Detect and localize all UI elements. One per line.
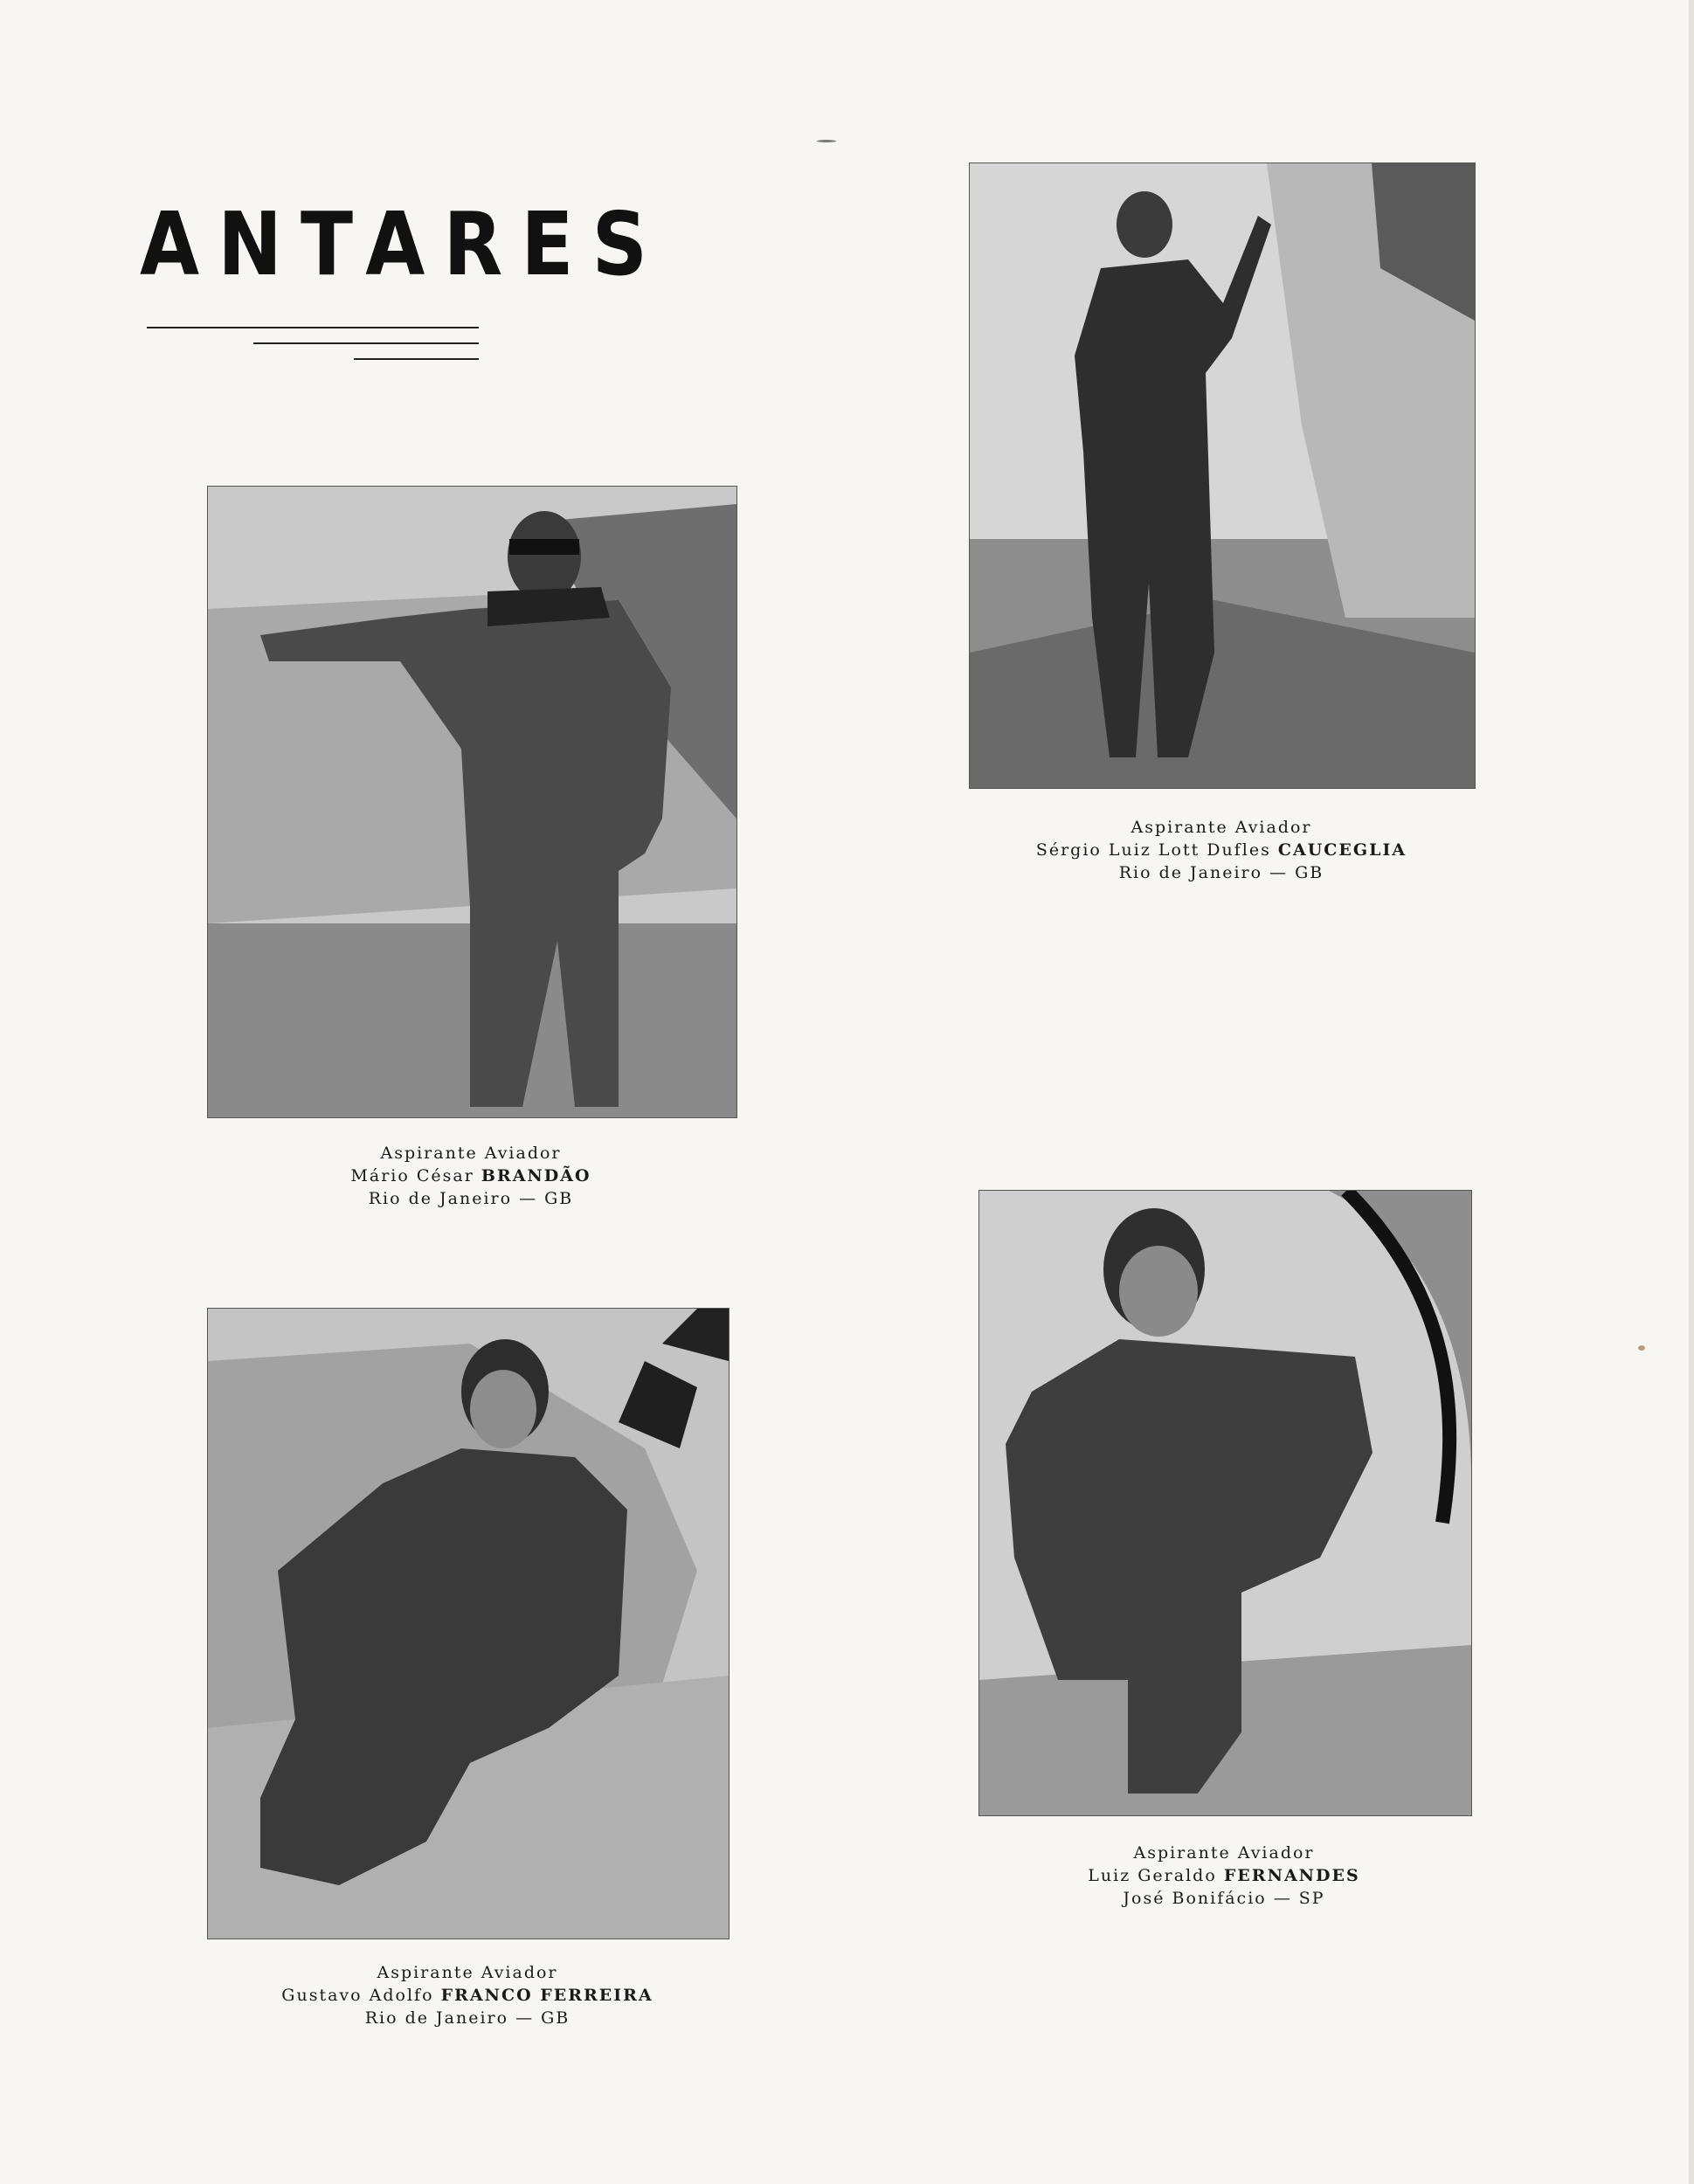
title-rule-2 — [253, 342, 479, 344]
caption-origin: Rio de Janeiro — GB — [1118, 863, 1324, 882]
paper-blemish — [817, 140, 836, 142]
caption-cauceglia — [959, 816, 1483, 884]
caption-origin: Rio de Janeiro — GB — [368, 1189, 574, 1208]
caption-rank: Aspirante Aviador — [377, 1963, 558, 1982]
caption-origin: José Bonifácio — SP — [1123, 1889, 1325, 1908]
caption-rank: Aspirante Aviador — [380, 1144, 562, 1163]
caption-rank: Aspirante Aviador — [1130, 818, 1312, 837]
caption-surname: FRANCO FERREIRA — [440, 1986, 653, 2005]
caption-fernandes — [962, 1842, 1486, 1910]
paper-blemish — [1638, 1345, 1645, 1351]
caption-rank: Aspirante Aviador — [1133, 1843, 1315, 1863]
cadet-photo-brandao — [207, 486, 737, 1118]
title-rule-1 — [147, 327, 479, 328]
caption-first-names: Mário César — [350, 1166, 474, 1185]
caption-origin: Rio de Janeiro — GB — [364, 2008, 570, 2028]
cadet-photo-fernandes — [978, 1190, 1472, 1816]
caption-name-line — [962, 1864, 1486, 1887]
caption-surname: BRANDÃO — [481, 1166, 591, 1185]
caption-first-names: Sérgio Luiz Lott Dufles — [1035, 840, 1271, 860]
caption-brandao — [209, 1142, 733, 1210]
caption-name-line — [209, 1165, 733, 1187]
title-rule-3 — [354, 358, 479, 360]
page-title: ANTARES — [140, 193, 667, 295]
caption-franco-ferreira — [205, 1961, 729, 2029]
caption-surname: FERNANDES — [1223, 1866, 1360, 1885]
caption-first-names: Gustavo Adolfo — [281, 1986, 434, 2005]
cadet-photo-franco-ferreira — [207, 1308, 729, 1939]
caption-surname: CAUCEGLIA — [1277, 840, 1407, 860]
caption-name-line — [959, 839, 1483, 861]
caption-name-line — [205, 1984, 729, 2007]
caption-first-names: Luiz Geraldo — [1088, 1866, 1217, 1885]
cadet-photo-cauceglia — [969, 162, 1476, 789]
